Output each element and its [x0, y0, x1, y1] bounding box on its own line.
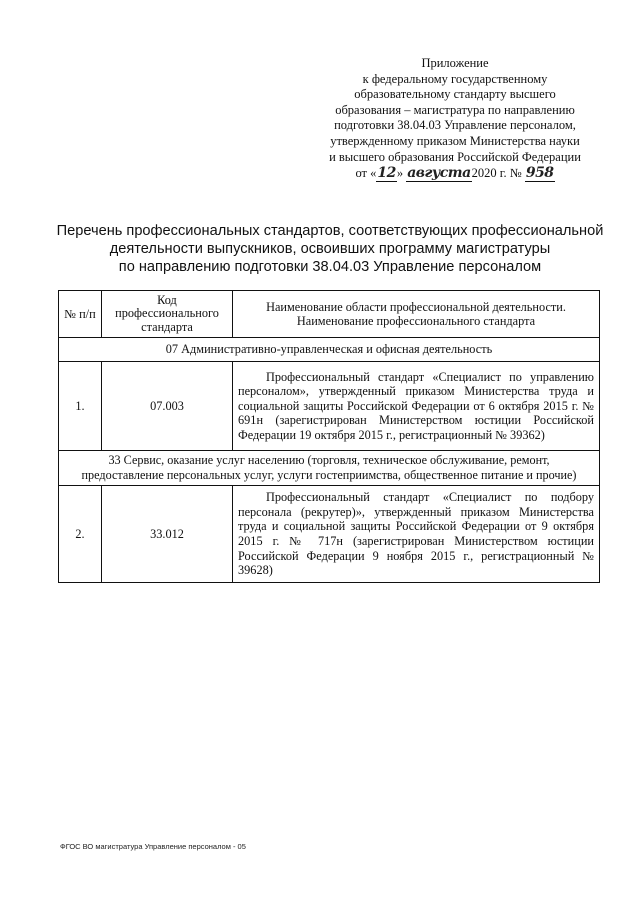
appendix-block	[300, 56, 610, 182]
table-row	[59, 362, 600, 451]
appendix-line: образования – магистратура по направлению	[335, 102, 575, 117]
appendix-line: образовательному стандарту высшего	[354, 87, 556, 102]
title-line: по направлению подготовки 38.04.03 Управление персоналом	[118, 259, 542, 275]
header-name-line2: Наименование профессионального стандарта	[296, 314, 536, 328]
order-date-line	[300, 166, 610, 182]
section-row	[59, 338, 600, 362]
row-num: 1.	[59, 362, 102, 451]
table-header-row	[59, 291, 600, 338]
row-code: 33.012	[102, 486, 233, 583]
title-line: Перечень профессиональных стандартов, соответствующих профессиональной	[56, 223, 604, 239]
header-num: № п/п	[59, 291, 102, 338]
header-name-line1: Наименование области профессиональной деятельности.	[266, 299, 566, 314]
title-line: деятельности выпускников, освоивших программу магистратуры	[109, 241, 551, 257]
row-code: 07.003	[102, 362, 233, 451]
date-prefix: от «	[355, 166, 377, 181]
appendix-line: подготовки 38.04.03 Управление персоналом,	[334, 118, 576, 133]
table-row	[59, 486, 600, 583]
row-num: 2.	[59, 486, 102, 583]
section-title-line1: 33 Сервис, оказание услуг населению (торговля, техническое обслуживание, ремонт,	[108, 453, 550, 467]
header-code: Код профессионального стандарта	[102, 291, 233, 338]
section-title: 07 Административно-управленческая и офисная деятельность	[59, 338, 600, 362]
section-title	[59, 451, 600, 486]
date-mid: »	[396, 166, 404, 181]
appendix-line: утвержденному приказом Министерства науки	[330, 133, 580, 148]
appendix-line: и высшего образования Российской Федерации	[329, 149, 581, 164]
document-title	[40, 222, 620, 276]
page-footer: ФГОС ВО магистратура Управление персоналом - 05	[60, 842, 246, 851]
header-name	[233, 291, 600, 338]
date-year: 2020 г. №	[471, 166, 522, 181]
section-row	[59, 451, 600, 486]
standards-table	[58, 290, 600, 583]
section-title-line2: предоставление персональных услуг, услуги гостеприимства, общественное питание и прочие)	[81, 468, 577, 482]
handwritten-month: августа	[407, 165, 471, 182]
row-standard-text: Профессиональный стандарт «Специалист по подбору персонала (рекрутер)», утвержденный приказом Министерства труда и социальной защиты Российской Федерации от 9 октября 2015 г. № 717н (зарегистрирован Министерством юстиции Российской Федерации 9 ноября 2015 г., регистрационный № 39628)	[233, 486, 600, 583]
row-standard-text: Профессиональный стандарт «Специалист по управлению персоналом», утвержденный приказом Министерства труда и социальной защиты Российской Федерации от 6 октября 2015 г. № 691н (зарегистрирован Министерством юстиции Российской Федерации 19 октября 2015 г., регистрационный № 39362)	[233, 362, 600, 451]
handwritten-number: 958	[525, 165, 554, 182]
handwritten-day: 12	[377, 165, 396, 182]
appendix-line: Приложение	[421, 56, 489, 70]
appendix-line: к федеральному государственному	[362, 71, 548, 86]
